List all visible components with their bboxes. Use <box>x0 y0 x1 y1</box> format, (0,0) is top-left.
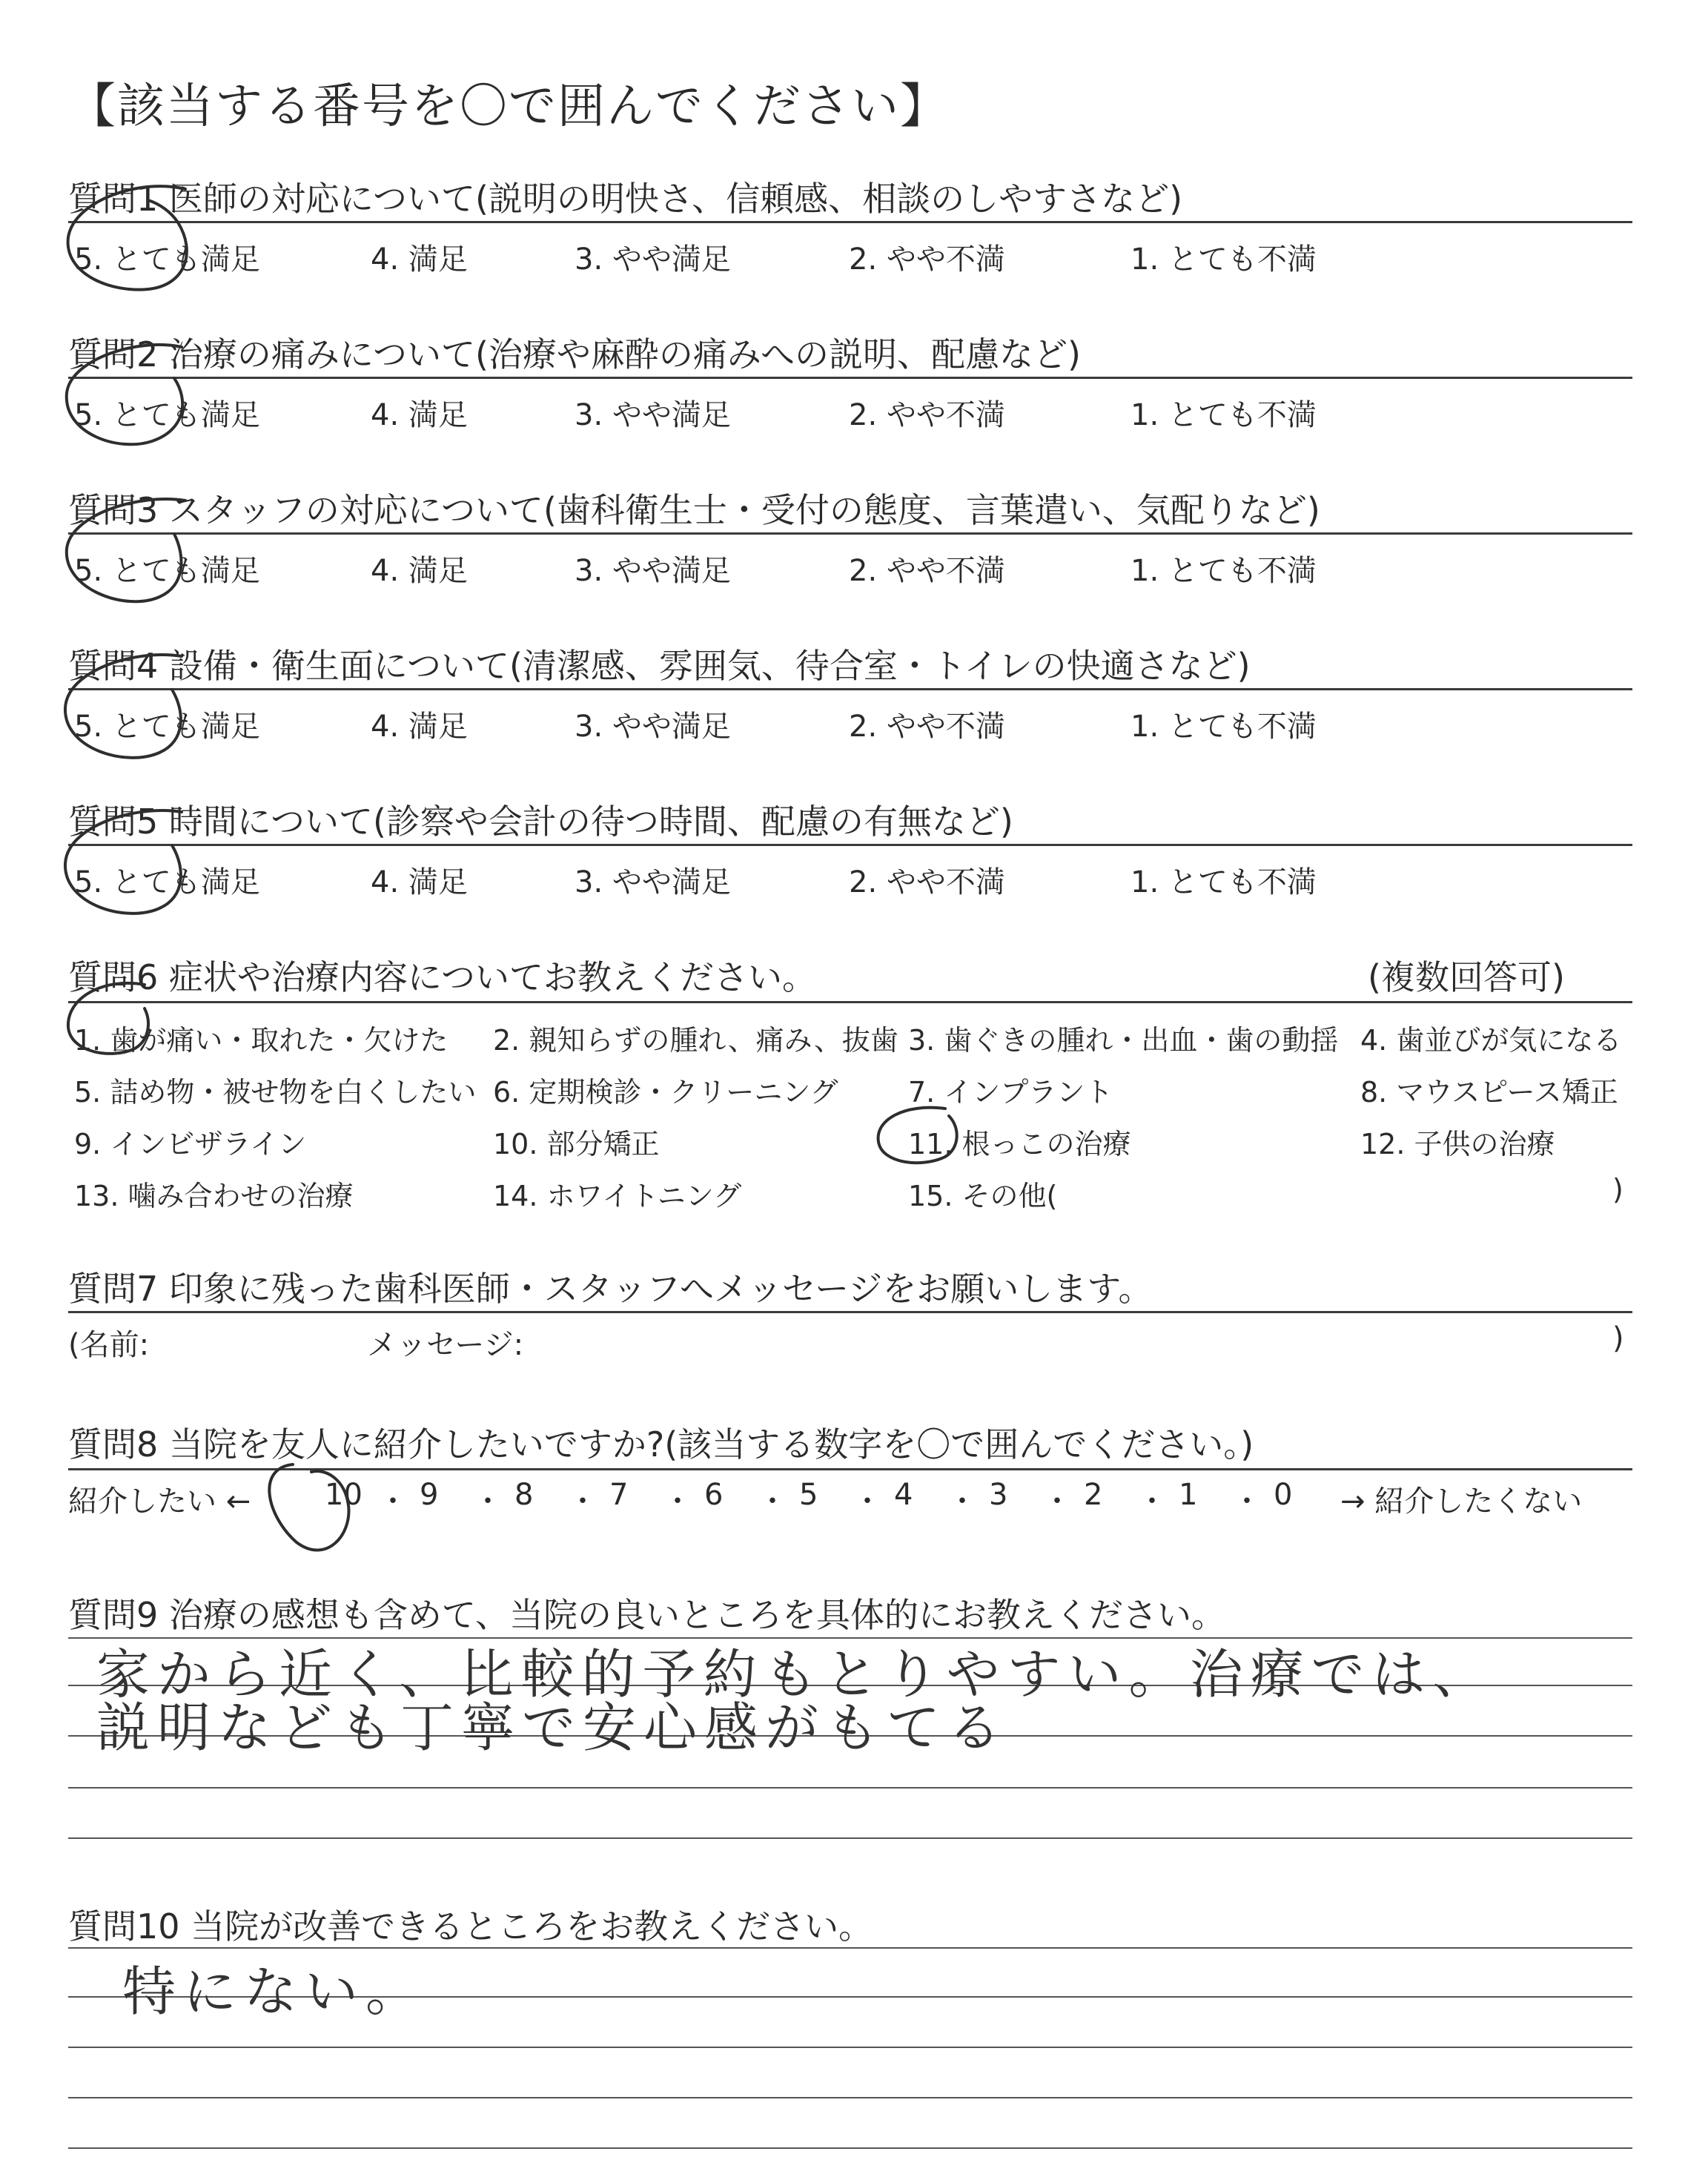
q3-option-2[interactable]: 2. やや不満 <box>849 554 1005 588</box>
q6-option-11[interactable]: 11. 根っこの治療 <box>908 1128 1131 1160</box>
recommend-value-7[interactable]: 7 <box>609 1478 629 1512</box>
q4-option-4[interactable]: 4. 満足 <box>371 710 468 744</box>
recommend-value-1[interactable]: 1 <box>1179 1478 1198 1512</box>
recommend-value-2[interactable]: 2 <box>1084 1478 1103 1512</box>
q6-option-9[interactable]: 9. インビザライン <box>74 1128 307 1160</box>
question-2-rule <box>68 377 1632 379</box>
answer-line <box>68 1837 1632 1839</box>
recommend-left-label: 紹介したい ← <box>68 1484 251 1519</box>
q6-option-15[interactable]: 15. その他( <box>908 1180 1058 1212</box>
form-header: 【該当する番号を〇で囲んでください】 <box>68 79 949 134</box>
q6-option-15-close: ) <box>1612 1173 1623 1206</box>
q6-option-10[interactable]: 10. 部分矯正 <box>493 1128 660 1160</box>
q3-option-3[interactable]: 3. やや満足 <box>575 554 731 588</box>
q9-handwritten-line-1[interactable]: 家から近く、比較的予約もとりやすい。治療では、 <box>96 1643 1494 1705</box>
recommend-value-8[interactable]: 8 <box>514 1478 534 1512</box>
q6-option-2[interactable]: 2. 親知らずの腫れ、痛み、抜歯 <box>493 1024 898 1057</box>
scale-separator: ・ <box>853 1484 882 1519</box>
question-6-rule <box>68 1001 1632 1003</box>
recommend-value-4[interactable]: 4 <box>894 1478 913 1512</box>
message-close-paren: ) <box>1612 1321 1624 1355</box>
q1-option-4[interactable]: 4. 満足 <box>371 242 468 277</box>
q3-option-1[interactable]: 1. とても不満 <box>1131 554 1317 588</box>
question-8-title: 質問8 当院を友人に紹介したいですか?(該当する数字を〇で囲んでください。) <box>68 1424 1254 1464</box>
q9-handwritten-line-2[interactable]: 説明なども丁寧で安心感がもてる <box>96 1697 1009 1759</box>
recommend-value-3[interactable]: 3 <box>989 1478 1008 1512</box>
q6-option-8[interactable]: 8. マウスピース矯正 <box>1360 1076 1618 1109</box>
q5-option-5[interactable]: 5. とても満足 <box>74 865 260 899</box>
recommend-value-6[interactable]: 6 <box>704 1478 724 1512</box>
answer-line <box>68 2097 1632 2098</box>
q10-handwritten-answer[interactable]: 特にない。 <box>122 1961 427 2023</box>
q2-option-2[interactable]: 2. やや不満 <box>849 398 1005 432</box>
question-4-rule <box>68 688 1632 690</box>
message-label: メッセージ: <box>367 1328 524 1362</box>
q6-option-1[interactable]: 1. 歯が痛い・取れた・欠けた <box>74 1024 448 1057</box>
question-7-rule <box>68 1311 1632 1313</box>
question-9-title: 質問9 治療の感想も含めて、当院の良いところを具体的にお教えください。 <box>68 1595 1225 1635</box>
question-6-title: 質問6 症状や治療内容についてお教えください。 <box>68 957 816 997</box>
question-5-title: 質問5 時間について(診察や会計の待つ時間、配慮の有無など) <box>68 802 1013 842</box>
recommend-value-5[interactable]: 5 <box>799 1478 818 1512</box>
q4-option-3[interactable]: 3. やや満足 <box>575 710 731 744</box>
answer-line <box>68 1787 1632 1789</box>
q3-option-4[interactable]: 4. 満足 <box>371 554 468 588</box>
scale-separator: ・ <box>1137 1484 1167 1519</box>
q4-option-2[interactable]: 2. やや不満 <box>849 710 1005 744</box>
q2-option-3[interactable]: 3. やや満足 <box>575 398 731 432</box>
question-2-title: 質問2 治療の痛みについて(治療や麻酔の痛みへの説明、配慮など) <box>68 334 1081 374</box>
q6-option-7[interactable]: 7. インプラント <box>908 1076 1113 1109</box>
question-4-title: 質問4 設備・衛生面について(清潔感、雰囲気、待合室・トイレの快適さなど) <box>68 646 1251 686</box>
q6-option-14[interactable]: 14. ホワイトニング <box>493 1180 742 1212</box>
q6-option-4[interactable]: 4. 歯並びが気になる <box>1360 1024 1622 1057</box>
answer-line <box>68 2047 1632 2048</box>
q4-option-5[interactable]: 5. とても満足 <box>74 710 260 744</box>
scale-separator: ・ <box>663 1484 692 1519</box>
question-3-title: 質問3 スタッフの対応について(歯科衛生士・受付の態度、言葉遣い、気配りなど) <box>68 490 1320 530</box>
question-3-rule <box>68 532 1632 535</box>
q1-option-2[interactable]: 2. やや不満 <box>849 242 1005 277</box>
question-5-rule <box>68 844 1632 846</box>
scale-separator: ・ <box>378 1484 408 1519</box>
q1-option-1[interactable]: 1. とても不満 <box>1131 242 1317 277</box>
recommend-value-0[interactable]: 0 <box>1274 1478 1293 1512</box>
scale-separator: ・ <box>568 1484 598 1519</box>
recommend-value-9[interactable]: 9 <box>420 1478 439 1512</box>
scale-separator: ・ <box>758 1484 787 1519</box>
q5-option-1[interactable]: 1. とても不満 <box>1131 865 1317 899</box>
q1-option-3[interactable]: 3. やや満足 <box>575 242 731 277</box>
q2-option-4[interactable]: 4. 満足 <box>371 398 468 432</box>
recommend-value-10[interactable]: 10 <box>325 1478 363 1512</box>
q6-option-12[interactable]: 12. 子供の治療 <box>1360 1128 1555 1160</box>
q4-option-1[interactable]: 1. とても不満 <box>1131 710 1317 744</box>
name-label: (名前: <box>68 1328 150 1362</box>
q6-option-13[interactable]: 13. 噛み合わせの治療 <box>74 1180 354 1212</box>
q2-option-5[interactable]: 5. とても満足 <box>74 398 260 432</box>
question-10-title: 質問10 当院が改善できるところをお教えください。 <box>68 1906 873 1946</box>
q5-option-4[interactable]: 4. 満足 <box>371 865 468 899</box>
q6-option-5[interactable]: 5. 詰め物・被せ物を白くしたい <box>74 1076 477 1109</box>
question-8-rule <box>68 1468 1632 1470</box>
q2-option-1[interactable]: 1. とても不満 <box>1131 398 1317 432</box>
q5-option-3[interactable]: 3. やや満足 <box>575 865 731 899</box>
question-1-title: 質問1 医師の対応について(説明の明快さ、信頼感、相談のしやすさなど) <box>68 179 1183 219</box>
scale-separator: ・ <box>473 1484 503 1519</box>
q6-option-3[interactable]: 3. 歯ぐきの腫れ・出血・歯の動揺 <box>908 1024 1339 1057</box>
question-6-note: (複数回答可) <box>1368 957 1565 997</box>
scale-separator: ・ <box>1232 1484 1262 1519</box>
recommend-right-label: → 紹介したくない <box>1340 1484 1583 1519</box>
scale-separator: ・ <box>1042 1484 1072 1519</box>
question-7-title: 質問7 印象に残った歯科医師・スタッフへメッセージをお願いします。 <box>68 1269 1153 1309</box>
question-1-rule <box>68 221 1632 223</box>
q5-option-2[interactable]: 2. やや不満 <box>849 865 1005 899</box>
answer-line <box>68 2147 1632 2149</box>
scale-separator: ・ <box>947 1484 977 1519</box>
q6-option-6[interactable]: 6. 定期検診・クリーニング <box>493 1076 838 1109</box>
q1-option-5[interactable]: 5. とても満足 <box>74 242 260 277</box>
q3-option-5[interactable]: 5. とても満足 <box>74 554 260 588</box>
